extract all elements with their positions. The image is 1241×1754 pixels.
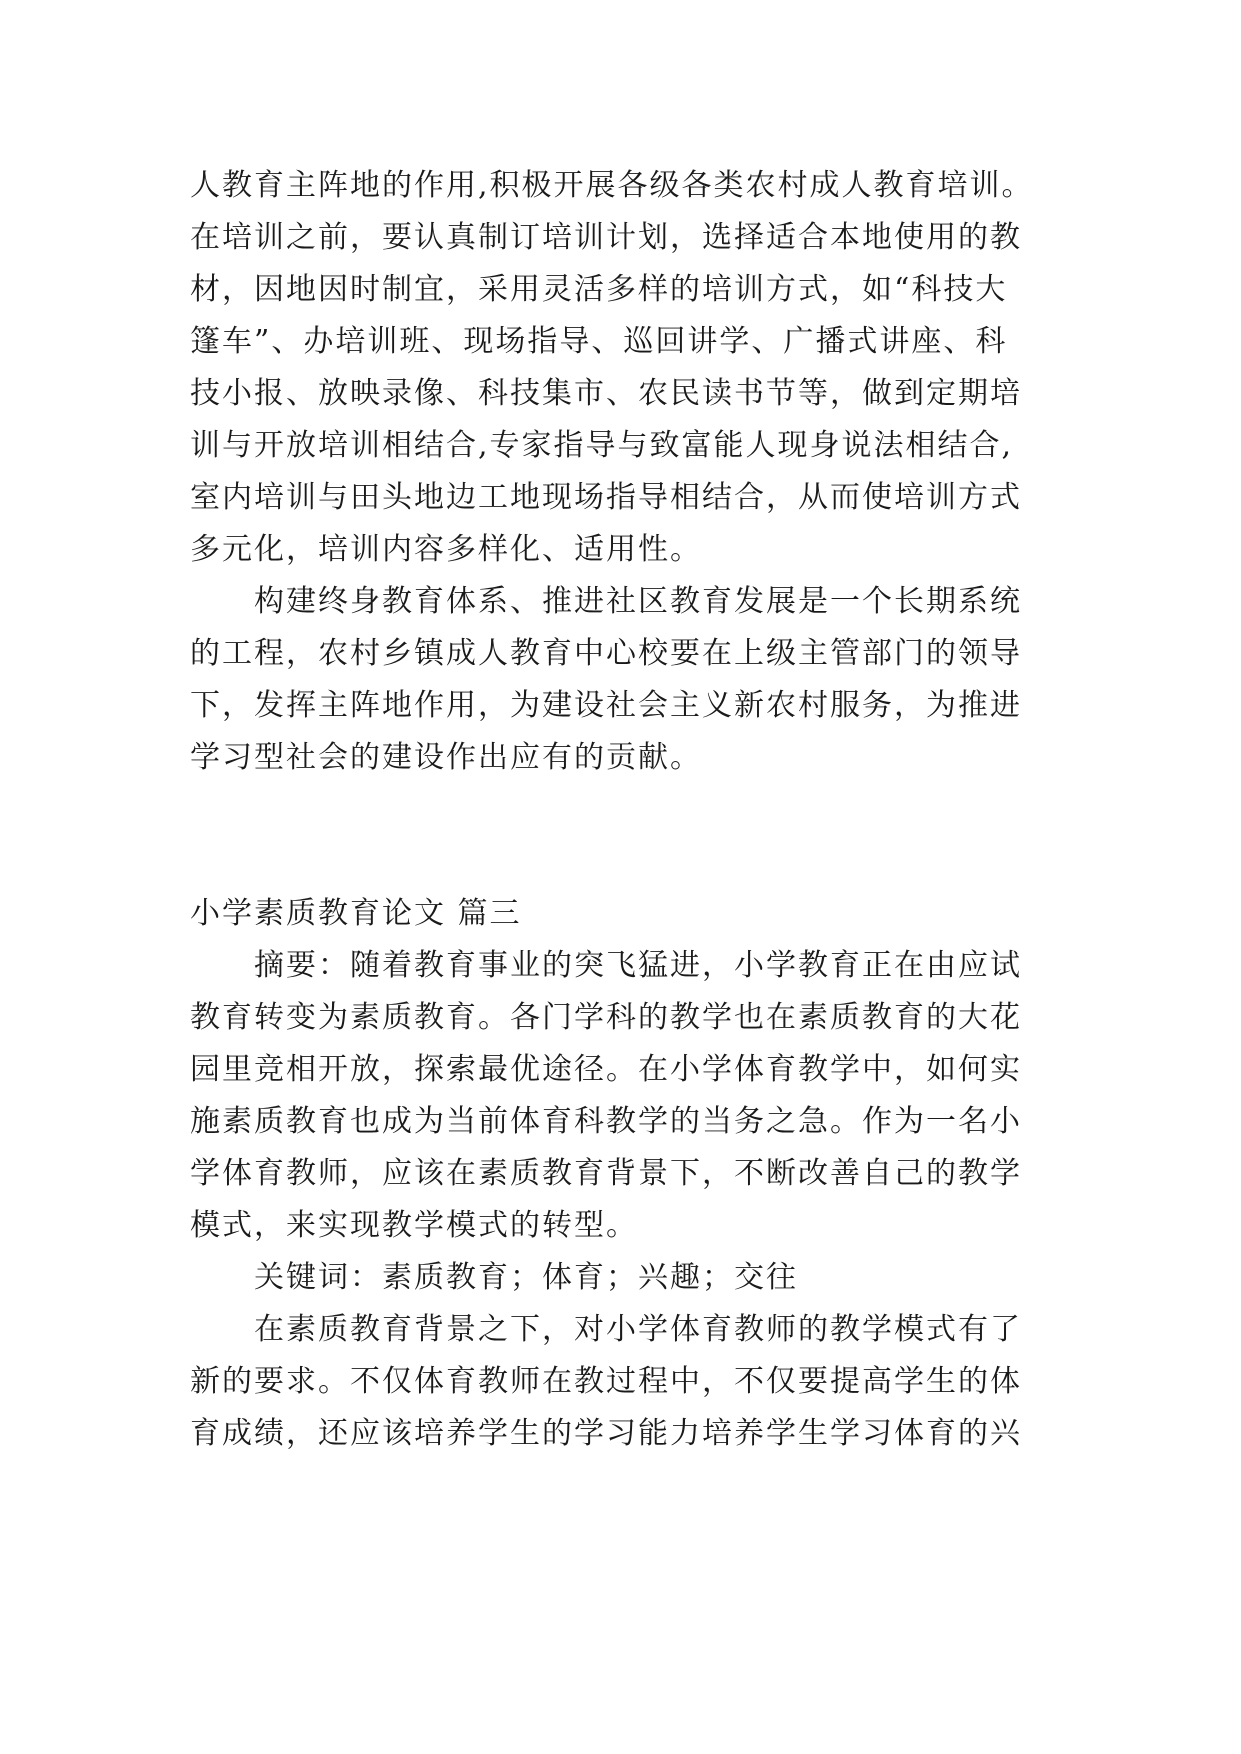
text-line: 新的要求。不仅体育教师在教过程中，不仅要提高学生的体 bbox=[190, 1364, 1022, 1399]
text-line: 材，因地因时制宜，采用灵活多样的培训方式，如“科技大 bbox=[190, 272, 1008, 307]
body-paragraph bbox=[190, 1304, 1090, 1460]
paragraph-conclusion bbox=[190, 576, 1090, 784]
abstract-paragraph bbox=[190, 940, 1090, 1252]
text-line: 构建终身教育体系、推进社区教育发展是一个长期系统 bbox=[190, 584, 1022, 619]
text-line: 园里竞相开放，探索最优途径。在小学体育教学中，如何实 bbox=[190, 1052, 1022, 1087]
document-body bbox=[190, 160, 1090, 1460]
text-line: 室内培训与田头地边工地现场指导相结合，从而使培训方式 bbox=[190, 480, 1022, 515]
keywords-line: 关键词：素质教育；体育；兴趣；交往 bbox=[190, 1260, 798, 1295]
text-line: 模式，来实现教学模式的转型。 bbox=[190, 1208, 638, 1243]
text-line: 人教育主阵地的作用,积极开展各级各类农村成人教育培训。 bbox=[190, 168, 1034, 203]
text-line: 在素质教育背景之下，对小学体育教师的教学模式有了 bbox=[190, 1312, 1022, 1347]
text-line: 技小报、放映录像、科技集市、农民读书节等，做到定期培 bbox=[190, 376, 1022, 411]
text-line: 摘要：随着教育事业的突飞猛进，小学教育正在由应试 bbox=[190, 948, 1022, 983]
section-heading: 小学素质教育论文 篇三 bbox=[190, 896, 522, 931]
text-line: 训与开放培训相结合,专家指导与致富能人现身说法相结合, bbox=[190, 428, 1014, 463]
text-line: 施素质教育也成为当前体育科教学的当务之急。作为一名小 bbox=[190, 1104, 1022, 1139]
section-spacer bbox=[190, 784, 1090, 888]
text-line: 学习型社会的建设作出应有的贡献。 bbox=[190, 740, 702, 775]
text-line: 多元化，培训内容多样化、适用性。 bbox=[190, 532, 702, 567]
text-line: 教育转变为素质教育。各门学科的教学也在素质教育的大花 bbox=[190, 1000, 1022, 1035]
text-line: 在培训之前，要认真制订培训计划，选择适合本地使用的教 bbox=[190, 220, 1022, 255]
paragraph-continued bbox=[190, 160, 1090, 576]
text-line: 下，发挥主阵地作用，为建设社会主义新农村服务，为推进 bbox=[190, 688, 1022, 723]
text-line: 的工程，农村乡镇成人教育中心校要在上级主管部门的领导 bbox=[190, 636, 1022, 671]
text-line: 学体育教师，应该在素质教育背景下，不断改善自己的教学 bbox=[190, 1156, 1022, 1191]
text-line: 育成绩，还应该培养学生的学习能力培养学生学习体育的兴 bbox=[190, 1416, 1022, 1451]
text-line: 篷车”、办培训班、现场指导、巡回讲学、广播式讲座、科 bbox=[190, 324, 1008, 359]
